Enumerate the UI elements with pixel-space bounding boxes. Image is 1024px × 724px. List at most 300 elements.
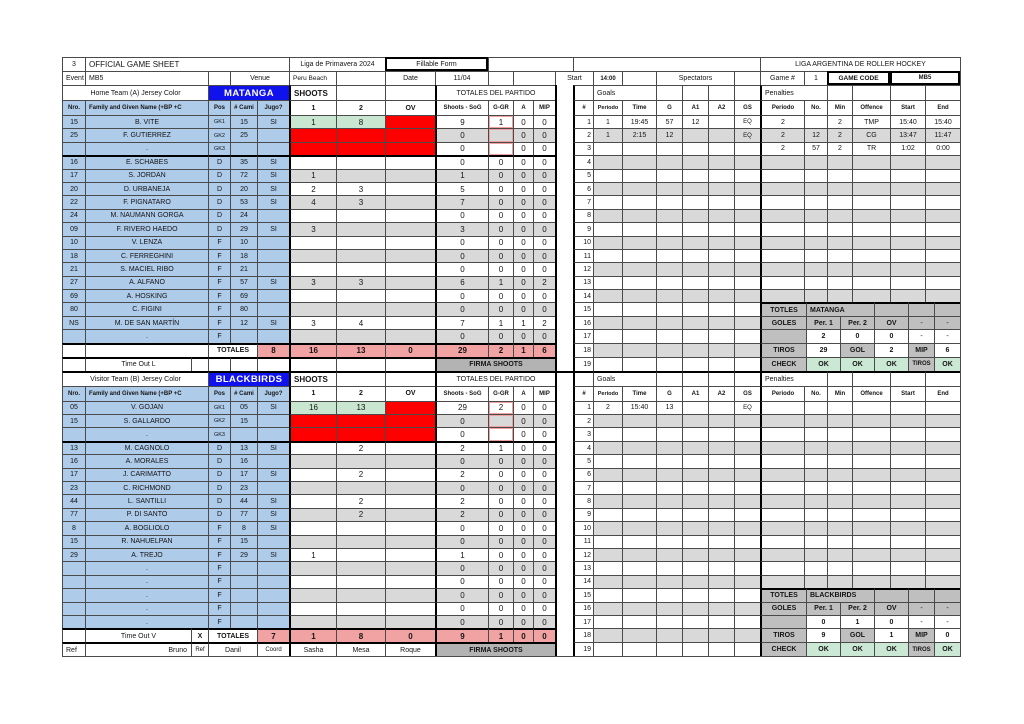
goal-time-cell[interactable] — [622, 468, 656, 481]
goal-assist1-cell[interactable] — [682, 535, 708, 548]
goal-time-cell[interactable] — [622, 302, 656, 315]
ref2-name[interactable]: Danil — [208, 642, 257, 656]
goal-assist1-cell[interactable] — [682, 209, 708, 222]
pen-end-cell[interactable] — [925, 561, 960, 574]
pen-min-cell[interactable] — [827, 289, 852, 302]
player-name[interactable]: M. NAUMANN GORGA — [85, 209, 208, 222]
pen-start-cell[interactable] — [890, 289, 925, 302]
total-ggr-cell[interactable]: 0 — [488, 521, 513, 534]
player-pos[interactable]: F — [208, 602, 230, 615]
goal-time-cell[interactable] — [622, 642, 656, 656]
goal-scorer-cell[interactable] — [656, 561, 682, 574]
pen-period-cell[interactable] — [760, 249, 804, 262]
goal-assist2-cell[interactable] — [708, 195, 734, 208]
goal-scorer-cell[interactable] — [656, 169, 682, 182]
pen-min-cell[interactable] — [827, 575, 852, 588]
goal-period-cell[interactable] — [593, 575, 622, 588]
goal-assist1-cell[interactable] — [682, 343, 708, 357]
player-cami[interactable] — [230, 575, 257, 588]
total-ggr-cell[interactable]: 0 — [488, 535, 513, 548]
goal-assist1-cell[interactable] — [682, 575, 708, 588]
total-ggr-cell[interactable]: 0 — [488, 615, 513, 628]
pen-start-cell[interactable] — [890, 535, 925, 548]
player-nro[interactable]: 17 — [62, 169, 85, 182]
total-a-cell[interactable]: 0 — [513, 441, 533, 454]
player-jugo[interactable]: SI — [257, 182, 289, 195]
shoot-p2-cell[interactable] — [336, 535, 385, 548]
pen-end-cell[interactable] — [925, 481, 960, 494]
player-pos[interactable]: D — [208, 441, 230, 454]
pen-end-cell[interactable] — [925, 289, 960, 302]
player-pos[interactable]: GK1 — [208, 115, 230, 128]
shoot-p1-cell[interactable] — [289, 468, 336, 481]
player-name[interactable]: . — [85, 588, 208, 601]
goal-assist1-cell[interactable] — [682, 454, 708, 467]
pen-no-cell[interactable] — [804, 209, 827, 222]
shoot-p2-cell[interactable] — [336, 427, 385, 440]
goal-gs-cell[interactable] — [734, 169, 760, 182]
shoot-p2-cell[interactable]: 2 — [336, 468, 385, 481]
goal-gs-cell[interactable] — [734, 602, 760, 615]
goal-assist1-cell[interactable] — [682, 249, 708, 262]
player-nro[interactable]: 69 — [62, 289, 85, 302]
player-pos[interactable]: F — [208, 548, 230, 561]
shoot-p1-cell[interactable] — [289, 209, 336, 222]
player-nro[interactable]: 21 — [62, 262, 85, 275]
total-a-cell[interactable]: 0 — [513, 249, 533, 262]
pen-end-cell[interactable] — [925, 441, 960, 454]
total-mip-cell[interactable]: 0 — [533, 575, 555, 588]
goal-scorer-cell[interactable] — [656, 195, 682, 208]
shoot-ov-cell[interactable] — [385, 155, 435, 168]
shoot-ov-cell[interactable] — [385, 588, 435, 601]
total-mip-cell[interactable]: 0 — [533, 302, 555, 315]
table-official-1[interactable]: Sasha — [289, 642, 336, 656]
goal-period-cell[interactable] — [593, 142, 622, 155]
total-mip-cell[interactable]: 0 — [533, 249, 555, 262]
player-name[interactable]: S. MACIEL RIBO — [85, 262, 208, 275]
shoot-p2-cell[interactable] — [336, 561, 385, 574]
total-ggr-cell[interactable]: 2 — [488, 401, 513, 414]
total-mip-cell[interactable]: 0 — [533, 481, 555, 494]
player-jugo[interactable] — [257, 602, 289, 615]
total-a-cell[interactable]: 0 — [513, 615, 533, 628]
goal-scorer-cell[interactable] — [656, 602, 682, 615]
goal-assist2-cell[interactable] — [708, 302, 734, 315]
shoot-p2-cell[interactable] — [336, 169, 385, 182]
total-sog-cell[interactable]: 0 — [435, 575, 488, 588]
player-pos[interactable]: F — [208, 276, 230, 289]
goal-time-cell[interactable] — [622, 494, 656, 507]
player-pos[interactable]: D — [208, 195, 230, 208]
player-pos[interactable]: GK2 — [208, 128, 230, 141]
goal-time-cell[interactable] — [622, 575, 656, 588]
total-sog-cell[interactable]: 6 — [435, 276, 488, 289]
player-pos[interactable]: F — [208, 575, 230, 588]
pen-end-cell[interactable] — [925, 575, 960, 588]
pen-start-cell[interactable] — [890, 454, 925, 467]
total-ggr-cell[interactable]: 0 — [488, 494, 513, 507]
goal-period-cell[interactable] — [593, 615, 622, 628]
goal-period-cell[interactable] — [593, 535, 622, 548]
goal-assist1-cell[interactable] — [682, 548, 708, 561]
total-a-cell[interactable]: 0 — [513, 602, 533, 615]
pen-start-cell[interactable] — [890, 468, 925, 481]
goal-scorer-cell[interactable] — [656, 209, 682, 222]
player-name[interactable]: S. JORDAN — [85, 169, 208, 182]
goal-scorer-cell[interactable] — [656, 262, 682, 275]
pen-offence-cell[interactable] — [852, 222, 890, 235]
ref1-name[interactable]: Bruno — [85, 642, 191, 656]
total-ggr-cell[interactable]: 0 — [488, 195, 513, 208]
goal-gs-cell[interactable] — [734, 222, 760, 235]
totales-sog[interactable]: 9 — [435, 628, 488, 642]
player-pos[interactable]: GK3 — [208, 142, 230, 155]
pen-period-cell[interactable] — [760, 454, 804, 467]
goal-gs-cell[interactable] — [734, 481, 760, 494]
player-name[interactable]: . — [85, 427, 208, 440]
shoot-p1-cell[interactable] — [289, 289, 336, 302]
player-cami[interactable]: 15 — [230, 414, 257, 427]
shoot-p2-cell[interactable] — [336, 481, 385, 494]
shoot-ov-cell[interactable] — [385, 262, 435, 275]
goal-time-cell[interactable] — [622, 209, 656, 222]
pen-min-cell[interactable] — [827, 535, 852, 548]
pen-period-cell[interactable] — [760, 575, 804, 588]
pen-start-cell[interactable]: 13:47 — [890, 128, 925, 141]
goal-time-cell[interactable] — [622, 521, 656, 534]
total-mip-cell[interactable]: 0 — [533, 548, 555, 561]
pen-end-cell[interactable] — [925, 508, 960, 521]
pen-no-cell[interactable] — [804, 441, 827, 454]
shoot-p1-cell[interactable] — [289, 588, 336, 601]
pen-min-cell[interactable] — [827, 401, 852, 414]
goal-scorer-cell[interactable] — [656, 468, 682, 481]
shoot-ov-cell[interactable] — [385, 209, 435, 222]
goal-time-cell[interactable] — [622, 169, 656, 182]
pen-min-cell[interactable] — [827, 441, 852, 454]
totales-sog[interactable]: 29 — [435, 343, 488, 357]
pen-period-cell[interactable] — [760, 236, 804, 249]
total-ggr-cell[interactable]: 1 — [488, 441, 513, 454]
goal-assist1-cell[interactable] — [682, 182, 708, 195]
total-ggr-cell[interactable]: 0 — [488, 182, 513, 195]
shoot-p1-cell[interactable] — [289, 414, 336, 427]
pen-no-cell[interactable] — [804, 521, 827, 534]
goal-assist1-cell[interactable] — [682, 628, 708, 642]
shoot-p1-cell[interactable]: 1 — [289, 169, 336, 182]
total-mip-cell[interactable]: 0 — [533, 454, 555, 467]
pen-end-cell[interactable] — [925, 155, 960, 168]
goal-assist2-cell[interactable] — [708, 316, 734, 329]
player-name[interactable]: F. PIGNATARO — [85, 195, 208, 208]
pen-start-cell[interactable] — [890, 155, 925, 168]
total-a-cell[interactable]: 0 — [513, 236, 533, 249]
player-name[interactable]: . — [85, 602, 208, 615]
shoot-p1-cell[interactable] — [289, 561, 336, 574]
goal-scorer-cell[interactable]: 13 — [656, 401, 682, 414]
pen-start-cell[interactable] — [890, 401, 925, 414]
goal-period-cell[interactable] — [593, 357, 622, 371]
goal-assist1-cell[interactable] — [682, 236, 708, 249]
pen-min-cell[interactable] — [827, 209, 852, 222]
goal-assist1-cell[interactable] — [682, 155, 708, 168]
pen-period-cell[interactable] — [760, 289, 804, 302]
player-nro[interactable]: 44 — [62, 494, 85, 507]
goal-scorer-cell[interactable] — [656, 182, 682, 195]
goal-period-cell[interactable] — [593, 628, 622, 642]
pen-period-cell[interactable] — [760, 182, 804, 195]
goal-assist2-cell[interactable] — [708, 276, 734, 289]
pen-end-cell[interactable] — [925, 454, 960, 467]
total-ggr-cell[interactable]: 1 — [488, 316, 513, 329]
goal-assist2-cell[interactable] — [708, 249, 734, 262]
goal-assist2-cell[interactable] — [708, 561, 734, 574]
player-nro[interactable]: 13 — [62, 441, 85, 454]
player-cami[interactable]: 44 — [230, 494, 257, 507]
goal-period-cell[interactable]: 1 — [593, 115, 622, 128]
goal-period-cell[interactable] — [593, 468, 622, 481]
player-name[interactable]: . — [85, 575, 208, 588]
pen-start-cell[interactable] — [890, 427, 925, 440]
player-nro[interactable] — [62, 588, 85, 601]
total-mip-cell[interactable]: 0 — [533, 155, 555, 168]
pen-offence-cell[interactable] — [852, 481, 890, 494]
player-pos[interactable]: F — [208, 289, 230, 302]
goal-period-cell[interactable] — [593, 494, 622, 507]
player-pos[interactable]: D — [208, 454, 230, 467]
player-nro[interactable]: 15 — [62, 414, 85, 427]
pen-period-cell[interactable] — [760, 548, 804, 561]
date-value[interactable]: 11/04 — [435, 71, 488, 85]
goal-period-cell[interactable] — [593, 222, 622, 235]
total-a-cell[interactable]: 0 — [513, 142, 533, 155]
goal-period-cell[interactable] — [593, 209, 622, 222]
pen-end-cell[interactable] — [925, 182, 960, 195]
total-sog-cell[interactable]: 0 — [435, 155, 488, 168]
goal-assist1-cell[interactable] — [682, 602, 708, 615]
player-nro[interactable]: 29 — [62, 548, 85, 561]
total-a-cell[interactable]: 0 — [513, 209, 533, 222]
total-sog-cell[interactable]: 1 — [435, 548, 488, 561]
pen-end-cell[interactable] — [925, 169, 960, 182]
pen-period-cell[interactable] — [760, 155, 804, 168]
player-cami[interactable] — [230, 615, 257, 628]
pen-offence-cell[interactable] — [852, 494, 890, 507]
player-nro[interactable] — [62, 329, 85, 342]
goal-assist1-cell[interactable] — [682, 128, 708, 141]
goal-scorer-cell[interactable] — [656, 302, 682, 315]
pen-min-cell[interactable] — [827, 427, 852, 440]
total-mip-cell[interactable]: 0 — [533, 615, 555, 628]
pen-no-cell[interactable] — [804, 468, 827, 481]
goal-time-cell[interactable] — [622, 155, 656, 168]
total-mip-cell[interactable]: 0 — [533, 222, 555, 235]
shoot-p2-cell[interactable] — [336, 142, 385, 155]
total-sog-cell[interactable]: 9 — [435, 115, 488, 128]
pen-period-cell[interactable] — [760, 561, 804, 574]
player-jugo[interactable]: SI — [257, 548, 289, 561]
player-pos[interactable]: D — [208, 481, 230, 494]
shoot-p2-cell[interactable]: 4 — [336, 316, 385, 329]
goal-time-cell[interactable] — [622, 182, 656, 195]
shoot-p1-cell[interactable]: 3 — [289, 316, 336, 329]
goal-scorer-cell[interactable] — [656, 615, 682, 628]
pen-start-cell[interactable]: 1:02 — [890, 142, 925, 155]
pen-start-cell[interactable] — [890, 182, 925, 195]
player-pos[interactable]: F — [208, 249, 230, 262]
shoot-ov-cell[interactable] — [385, 302, 435, 315]
player-name[interactable]: A. BOGLIOLO — [85, 521, 208, 534]
goal-assist2-cell[interactable] — [708, 155, 734, 168]
pen-period-cell[interactable] — [760, 441, 804, 454]
goal-period-cell[interactable] — [593, 249, 622, 262]
player-name[interactable]: P. DI SANTO — [85, 508, 208, 521]
total-sog-cell[interactable]: 0 — [435, 142, 488, 155]
player-cami[interactable]: 77 — [230, 508, 257, 521]
pen-min-cell[interactable] — [827, 481, 852, 494]
pen-min-cell[interactable] — [827, 169, 852, 182]
player-cami[interactable]: 15 — [230, 535, 257, 548]
goal-time-cell[interactable] — [622, 454, 656, 467]
shoot-p1-cell[interactable] — [289, 521, 336, 534]
pen-start-cell[interactable] — [890, 222, 925, 235]
pen-min-cell[interactable]: 2 — [827, 142, 852, 155]
shoot-ov-cell[interactable] — [385, 316, 435, 329]
pen-end-cell[interactable] — [925, 401, 960, 414]
goal-gs-cell[interactable] — [734, 209, 760, 222]
goal-scorer-cell[interactable] — [656, 535, 682, 548]
shoot-ov-cell[interactable] — [385, 195, 435, 208]
player-name[interactable]: E. SCHABES — [85, 155, 208, 168]
goal-assist2-cell[interactable] — [708, 548, 734, 561]
player-nro[interactable]: 16 — [62, 155, 85, 168]
shoot-ov-cell[interactable] — [385, 427, 435, 440]
shoot-p1-cell[interactable] — [289, 249, 336, 262]
goal-time-cell[interactable] — [622, 142, 656, 155]
player-nro[interactable]: 27 — [62, 276, 85, 289]
player-pos[interactable]: F — [208, 521, 230, 534]
pen-start-cell[interactable] — [890, 521, 925, 534]
player-nro[interactable] — [62, 575, 85, 588]
total-mip-cell[interactable]: 0 — [533, 128, 555, 141]
goal-assist1-cell[interactable] — [682, 357, 708, 371]
player-pos[interactable]: D — [208, 468, 230, 481]
goal-assist2-cell[interactable] — [708, 209, 734, 222]
player-jugo[interactable]: SI — [257, 316, 289, 329]
player-jugo[interactable]: SI — [257, 276, 289, 289]
player-jugo[interactable]: SI — [257, 155, 289, 168]
total-ggr-cell[interactable]: 0 — [488, 561, 513, 574]
player-name[interactable]: . — [85, 615, 208, 628]
goal-assist1-cell[interactable] — [682, 276, 708, 289]
pen-offence-cell[interactable] — [852, 561, 890, 574]
goal-assist2-cell[interactable] — [708, 441, 734, 454]
shoot-p2-cell[interactable]: 3 — [336, 276, 385, 289]
shoot-p2-cell[interactable] — [336, 602, 385, 615]
total-mip-cell[interactable]: 0 — [533, 535, 555, 548]
goal-assist2-cell[interactable] — [708, 128, 734, 141]
goal-assist1-cell[interactable] — [682, 262, 708, 275]
table-official-2[interactable]: Mesa — [336, 642, 385, 656]
player-pos[interactable]: D — [208, 222, 230, 235]
player-pos[interactable]: D — [208, 508, 230, 521]
goal-gs-cell[interactable] — [734, 588, 760, 601]
player-pos[interactable]: GK2 — [208, 414, 230, 427]
shoot-p2-cell[interactable]: 2 — [336, 508, 385, 521]
pen-start-cell[interactable] — [890, 548, 925, 561]
shoot-p1-cell[interactable] — [289, 427, 336, 440]
total-mip-cell[interactable]: 0 — [533, 169, 555, 182]
shoot-ov-cell[interactable] — [385, 508, 435, 521]
shoot-ov-cell[interactable] — [385, 468, 435, 481]
player-jugo[interactable]: SI — [257, 494, 289, 507]
shoot-ov-cell[interactable] — [385, 615, 435, 628]
player-name[interactable]: C. FIGINI — [85, 302, 208, 315]
player-name[interactable]: L. SANTILLI — [85, 494, 208, 507]
total-sog-cell[interactable]: 1 — [435, 169, 488, 182]
pen-min-cell[interactable] — [827, 561, 852, 574]
goal-time-cell[interactable] — [622, 481, 656, 494]
goal-gs-cell[interactable] — [734, 441, 760, 454]
goal-scorer-cell[interactable] — [656, 427, 682, 440]
shoot-ov-cell[interactable] — [385, 441, 435, 454]
pen-end-cell[interactable] — [925, 468, 960, 481]
player-nro[interactable]: 8 — [62, 521, 85, 534]
shoot-ov-cell[interactable] — [385, 222, 435, 235]
totales-p2[interactable]: 8 — [336, 628, 385, 642]
player-pos[interactable]: F — [208, 302, 230, 315]
total-a-cell[interactable]: 1 — [513, 316, 533, 329]
total-mip-cell[interactable]: 0 — [533, 508, 555, 521]
total-a-cell[interactable]: 0 — [513, 302, 533, 315]
shoot-ov-cell[interactable] — [385, 535, 435, 548]
goal-gs-cell[interactable] — [734, 236, 760, 249]
goal-scorer-cell[interactable] — [656, 454, 682, 467]
pen-start-cell[interactable] — [890, 169, 925, 182]
pen-no-cell[interactable] — [804, 561, 827, 574]
goal-gs-cell[interactable] — [734, 548, 760, 561]
pen-no-cell[interactable]: 12 — [804, 128, 827, 141]
pen-period-cell[interactable] — [760, 468, 804, 481]
player-cami[interactable]: 17 — [230, 468, 257, 481]
goal-scorer-cell[interactable] — [656, 357, 682, 371]
pen-period-cell[interactable] — [760, 481, 804, 494]
total-ggr-cell[interactable] — [488, 128, 513, 141]
player-pos[interactable]: D — [208, 209, 230, 222]
shoot-ov-cell[interactable] — [385, 548, 435, 561]
goal-period-cell[interactable] — [593, 588, 622, 601]
total-a-cell[interactable]: 0 — [513, 535, 533, 548]
goal-assist1-cell[interactable] — [682, 508, 708, 521]
goal-scorer-cell[interactable] — [656, 236, 682, 249]
totales-p2[interactable]: 13 — [336, 343, 385, 357]
player-cami[interactable]: 20 — [230, 182, 257, 195]
total-sog-cell[interactable]: 2 — [435, 494, 488, 507]
event-value[interactable]: MB5 — [85, 71, 208, 85]
goal-scorer-cell[interactable] — [656, 508, 682, 521]
total-sog-cell[interactable]: 29 — [435, 401, 488, 414]
player-nro[interactable] — [62, 615, 85, 628]
shoot-p1-cell[interactable]: 16 — [289, 401, 336, 414]
pen-offence-cell[interactable] — [852, 195, 890, 208]
pen-period-cell[interactable] — [760, 521, 804, 534]
goal-assist1-cell[interactable] — [682, 142, 708, 155]
totales-a[interactable]: 0 — [513, 628, 533, 642]
goal-assist1-cell[interactable] — [682, 195, 708, 208]
pen-offence-cell[interactable] — [852, 441, 890, 454]
total-a-cell[interactable]: 0 — [513, 508, 533, 521]
